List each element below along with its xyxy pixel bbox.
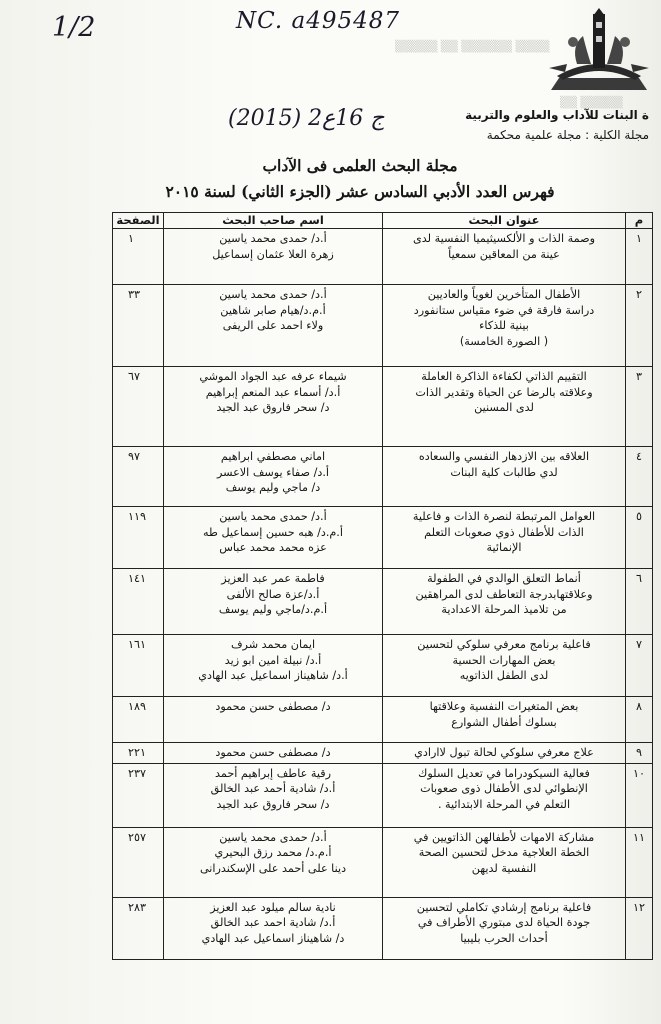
research-title-line: بعض المهارات الحسية	[452, 653, 556, 667]
bleed-through-text: ▒▒▒▒▒ ▒▒	[560, 96, 623, 109]
author-names	[164, 367, 383, 447]
research-title	[383, 367, 626, 447]
research-title-line: الذات للأطفال ذوي صعوبات التعلم	[424, 525, 584, 539]
table-row	[113, 897, 653, 959]
row-number: ٤	[626, 447, 653, 507]
author-names	[164, 743, 383, 764]
row-number: ١٢	[626, 897, 653, 959]
author-names	[164, 507, 383, 569]
page-number: ١٤١	[128, 572, 147, 585]
research-title-line: ( الصورة الخامسة)	[459, 334, 549, 348]
research-title-line: النفسية لديهن	[471, 861, 537, 875]
author-name: د/ سحر فاروق عبد الجيد	[216, 401, 330, 414]
author-name: أ.د/ صفاء يوسف الاعسر	[216, 465, 330, 479]
author-name: ولاء احمد على الريفى	[222, 319, 324, 332]
research-title-line: وعلاقته بالرضا عن الحياة وتقدير الذات	[415, 385, 593, 399]
table-row	[113, 569, 653, 635]
row-number: ٢	[626, 285, 653, 367]
page-number-cell	[113, 897, 164, 959]
column-header-page: الصفحة	[113, 213, 164, 229]
research-title-line: من تلاميذ المرحلة الاعدادية	[441, 603, 567, 616]
college-name: ة البنات للآداب والعلوم والتربية	[465, 108, 649, 122]
page-number: ٢٥٧	[128, 830, 147, 844]
research-title-line: أنماط التعلق الوالدي في الطفولة	[427, 572, 581, 585]
page-number-cell	[113, 635, 164, 697]
row-number: ٨	[626, 697, 653, 743]
page-number-cell	[113, 743, 164, 764]
table-row	[113, 507, 653, 569]
index-table	[112, 212, 653, 960]
logo-emblem-icon	[543, 6, 655, 96]
table-header-row	[113, 213, 653, 229]
research-title	[383, 447, 626, 507]
author-name: زهرة العلا عثمان إسماعيل	[212, 247, 334, 261]
research-title-line: التعلم في المرحلة الابتدائية .	[437, 797, 571, 811]
research-title-line: فاعلية برنامج إرشادي تكاملي لتحسين	[416, 900, 592, 914]
research-title	[383, 827, 626, 897]
author-names	[164, 763, 383, 827]
author-name: أ.د/ أسماء عبد المنعم إبراهيم	[205, 385, 341, 399]
handwritten-date: (2015) 2ج 16ع	[228, 106, 385, 131]
author-name: د/ مصطفى حسن محمود	[215, 700, 331, 713]
table-row	[113, 447, 653, 507]
author-names	[164, 635, 383, 697]
page-number-cell	[113, 697, 164, 743]
page-number-cell	[113, 367, 164, 447]
bleed-through-text: ▒▒▒▒ ▒▒▒▒▒▒ ▒▒ ▒▒▒▒▒	[395, 40, 550, 53]
author-names	[164, 697, 383, 743]
page-number: ٢٨٣	[128, 900, 147, 914]
author-name: أ.د/ شادية أحمد عبد الخالق	[210, 782, 336, 795]
author-name: فاطمة عمر عبد العزيز	[221, 572, 325, 585]
author-name: أ.د/ حمدى محمد ياسين	[219, 232, 327, 245]
table-row	[113, 697, 653, 743]
research-title	[383, 229, 626, 285]
research-title-line: فاعلية برنامج معرفي سلوكي لتحسين	[417, 638, 591, 651]
table-row	[113, 827, 653, 897]
author-names	[164, 827, 383, 897]
author-name: أ.د/ حمدى محمد ياسين	[219, 510, 327, 523]
research-title-line: العلاقه بين الازدهار النفسي والسعاده	[418, 450, 590, 463]
author-names	[164, 897, 383, 959]
page-number-cell	[113, 447, 164, 507]
page-number: ٦٧	[128, 370, 141, 383]
author-name: د/ سحر فاروق عبد الجيد	[216, 797, 330, 811]
author-name: نادية سالم ميلود عبد العزيز	[210, 900, 336, 914]
research-title-line: بسلوك أطفال الشوارع	[451, 715, 557, 729]
research-title	[383, 635, 626, 697]
research-title-line: بينية للذكاء	[479, 319, 529, 332]
author-name: شيماء عرفه عبد الجواد الموشي	[199, 370, 347, 383]
author-names	[164, 285, 383, 367]
author-name: رقية عاطف إبراهيم أحمد	[215, 766, 331, 780]
column-header-author: اسم صاحب البحث	[164, 213, 383, 229]
research-title-line: وعلاقتهابدرجة التعاطف لدى المراهقين	[415, 587, 593, 601]
author-name: أ.م.د/ماجي وليم يوسف	[218, 603, 328, 616]
row-number: ١٠	[626, 763, 653, 827]
author-name: أ.د/ شادية احمد عبد الخالق	[210, 916, 336, 929]
author-name: أ.م.د/ هبه حسين إسماعيل طه	[203, 525, 343, 539]
table-row	[113, 763, 653, 827]
research-title-line: لدى الطفل الذاتويه	[459, 669, 549, 682]
research-title	[383, 763, 626, 827]
research-title-line: أحداث الحرب بليبيا	[460, 931, 548, 945]
table-row	[113, 285, 653, 367]
research-title-line: مشاركة الامهات لأطفالهن الذاتويين في	[413, 830, 595, 844]
page-number: ١٨٩	[128, 700, 147, 713]
research-title	[383, 697, 626, 743]
table-row	[113, 743, 653, 764]
author-name: دينا على أحمد على الإسكندرانى	[199, 861, 347, 875]
research-title-line: عينة من المعاقين سمعياً	[448, 247, 560, 261]
university-logo	[543, 6, 655, 96]
author-name: أ.د/ شاهيناز اسماعيل عبد الهادي	[198, 669, 348, 682]
page-number: ٢٣٧	[128, 766, 147, 780]
research-title-line: الخطة العلاجية مدخل لتحسين الصحة	[418, 846, 590, 859]
column-header-number: م	[626, 213, 653, 229]
handwritten-fraction: 1/2	[52, 12, 96, 43]
research-title-line: بعض المتغيرات النفسية وعلاقتها	[429, 700, 579, 713]
row-number: ٥	[626, 507, 653, 569]
page-number: ١٦١	[128, 638, 147, 651]
page-number: ١	[128, 232, 135, 245]
page-number-cell	[113, 569, 164, 635]
research-title-line: الإنطوائي لدى الأطفال ذوى صعوبات	[420, 782, 588, 795]
page-number: ٣٣	[128, 288, 141, 301]
research-title-line: فعالية السيكودراما في تعديل السلوك	[418, 766, 590, 780]
author-name: أ.د/ نبيلة امين ابو زيد	[224, 653, 322, 667]
page-number-cell	[113, 763, 164, 827]
research-title	[383, 507, 626, 569]
author-names	[164, 569, 383, 635]
author-name: عزه محمد محمد عباس	[219, 541, 327, 554]
research-title-line: علاج معرفي سلوكي لحالة تبول لاارادي	[414, 746, 594, 759]
author-name: اماني مصطفي ابراهيم	[220, 450, 326, 463]
research-title	[383, 743, 626, 764]
research-title-line: لدي طالبات كلية البنات	[450, 465, 558, 479]
author-name: أ.م.د/ محمد رزق البحيري	[214, 846, 332, 859]
research-title	[383, 285, 626, 367]
page-number: ١١٩	[128, 510, 147, 523]
page-number-cell	[113, 229, 164, 285]
row-number: ٣	[626, 367, 653, 447]
research-title-line: الأطفال المتأخرين لغوياً والعاديين	[427, 288, 581, 301]
row-number: ٩	[626, 743, 653, 764]
page-number-cell	[113, 507, 164, 569]
row-number: ١	[626, 229, 653, 285]
author-name: أ.د/ حمدى محمد ياسين	[219, 830, 327, 844]
table-row	[113, 367, 653, 447]
research-title-line: وصمة الذات و الألكسيثيميا النفسية لدى	[413, 232, 595, 245]
page-number: ٩٧	[128, 450, 141, 463]
research-title	[383, 897, 626, 959]
page-number-cell	[113, 285, 164, 367]
author-name: د/ مصطفى حسن محمود	[215, 746, 331, 759]
author-name: ايمان محمد شرف	[230, 638, 316, 651]
page-number: ٢٢١	[128, 746, 147, 759]
index-title: فهرس العدد الأدبي السادس عشر (الجزء الثاني) لسنة ٢٠١٥	[165, 182, 555, 201]
research-title-line: دراسة فارقة في ضوء مقياس ستانفورد	[413, 303, 595, 317]
author-name: أ.م.د/هيام صابر شاهين	[220, 303, 326, 317]
row-number: ٧	[626, 635, 653, 697]
row-number: ١١	[626, 827, 653, 897]
handwritten-inventory-number: NC. a495487	[236, 8, 401, 34]
column-header-title: عنوان البحث	[383, 213, 626, 229]
author-name: أ.د/ حمدى محمد ياسين	[219, 288, 327, 301]
research-title-line: لدى المسنين	[474, 401, 534, 414]
page-number-cell	[113, 827, 164, 897]
table-row	[113, 229, 653, 285]
research-title-line: الإنمائية	[486, 541, 522, 554]
author-name: أ.د/عزة صالح الألفى	[226, 587, 320, 601]
research-title-line: جودة الحياة لدى مبتوري الأطراف في	[417, 916, 591, 929]
author-name: د/ ماجي وليم يوسف	[225, 481, 321, 494]
journal-title: مجلة البحث العلمى فى الآداب	[262, 156, 458, 175]
author-names	[164, 229, 383, 285]
author-names	[164, 447, 383, 507]
table-row	[113, 635, 653, 697]
research-title-line: التقييم الذاتي لكفاءة الذاكرة العاملة	[421, 370, 587, 383]
journal-type-line: مجلة الكلية : مجلة علمية محكمة	[486, 128, 649, 142]
author-name: د/ شاهيناز اسماعيل عبد الهادي	[201, 931, 345, 945]
row-number: ٦	[626, 569, 653, 635]
research-title	[383, 569, 626, 635]
research-title-line: العوامل المرتبطة لنصرة الذات و فاعلية	[412, 510, 596, 523]
